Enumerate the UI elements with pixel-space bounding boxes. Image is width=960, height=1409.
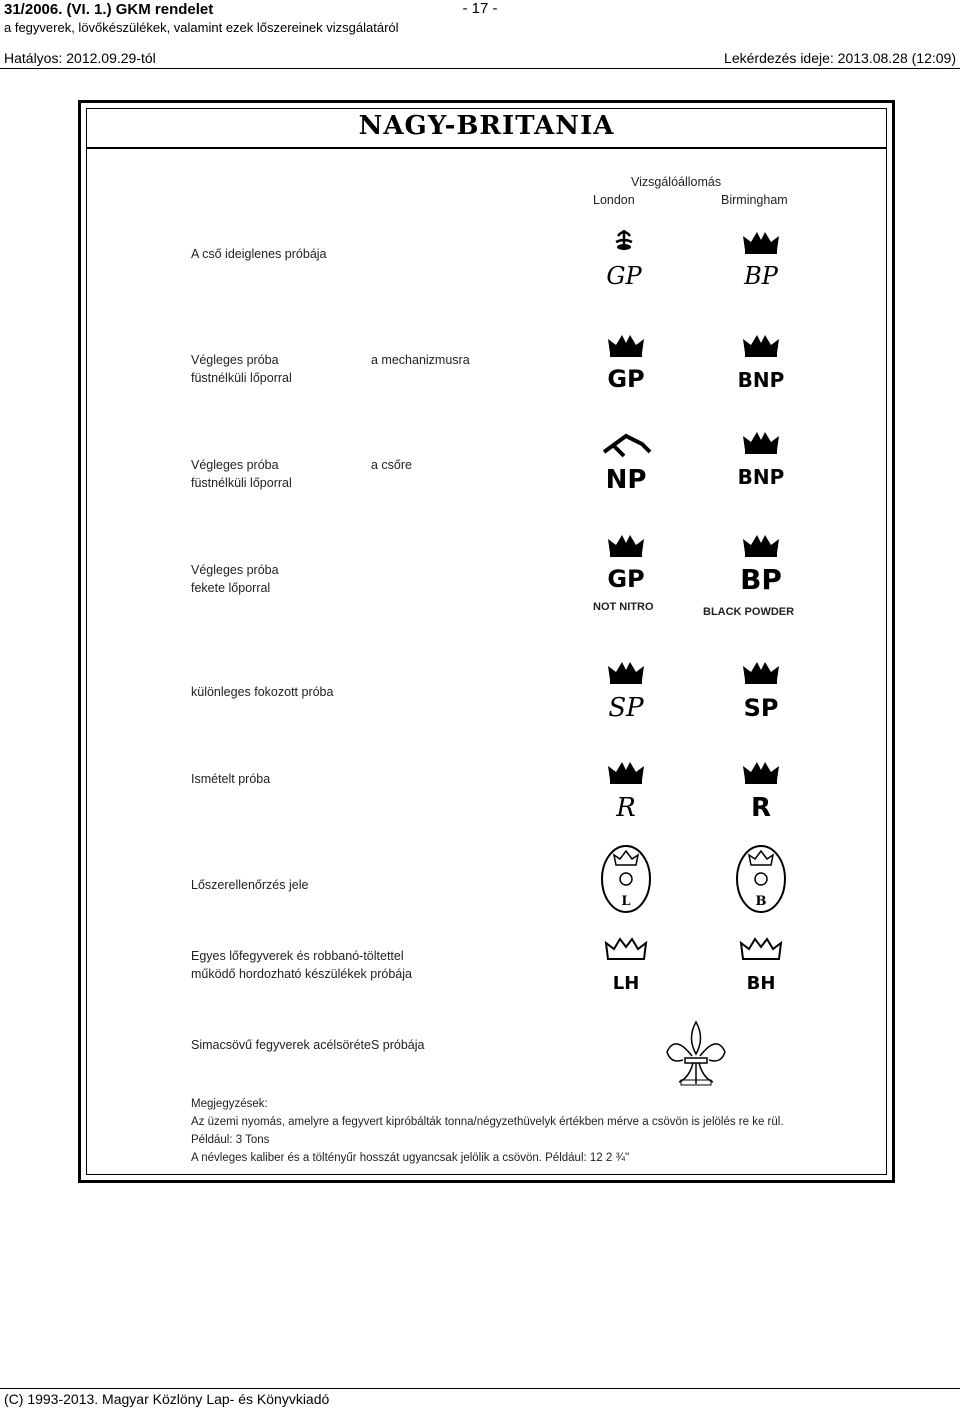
valid-from: Hatályos: 2012.09.29-tól [4,50,156,66]
title-divider [86,147,887,149]
mark-repeated-birmingham [731,758,791,820]
mark-text: L [621,894,631,909]
row-label-final-smokeless-mech-2: füstnélküli lőporral [191,371,292,385]
row-label-final-smokeless-barrel-2: füstnélküli lőporral [191,476,292,490]
row-label-steel-shot: Simacsövű fegyverek acélsöréteS próbája [191,1038,425,1052]
mark-text: BNP [737,368,785,392]
notes-line-2: Például: 3 Tons [191,1134,270,1146]
mark-text: BP [744,262,778,290]
query-time: Lekérdezés ideje: 2013.08.28 (12:09) [724,50,956,66]
mark-final-barrel-birmingham [731,428,791,490]
caption-not-nitro: NOT NITRO [593,601,654,613]
row-label-provisional: A cső ideiglenes próbája [191,247,327,261]
mark-ammo-london [596,843,656,915]
mark-final-mech-london [596,331,656,393]
mark-repeated-london [596,758,656,820]
station-header: Vizsgálóállomás [631,175,722,189]
station-london: London [593,193,635,207]
page-number: - 17 - [462,0,498,17]
footer-divider [0,1388,960,1389]
notes-line-3: A névleges kaliber és a töltényűr hosszát ugyancsak jelölik a csövön. Például: 12 2 ¾" [191,1152,630,1164]
mark-final-mech-birmingham [731,331,791,393]
mark-text: BP [740,563,782,593]
mark-text: R [750,793,772,820]
table-title: NAGY-BRITANIA [358,111,615,141]
row-label-barrel: a csőre [371,458,412,472]
notes [191,1095,784,1167]
mark-text: B [755,894,767,909]
header-divider [0,68,960,69]
mark-final-black-birmingham [731,531,791,593]
mark-portable-london [596,933,656,995]
mark-ammo-birmingham [731,843,791,915]
proof-marks-table [78,100,895,1183]
mark-text: R [616,793,636,820]
document-subtitle: a fegyverek, lövőkészülékek, valamint ezek lőszereinek vizsgálatáról [4,20,399,35]
row-label-portable-1: Egyes lőfegyverek és robbanó-töltettel [191,949,404,963]
footer-copyright: (C) 1993-2013. Magyar Közlöny Lap- és Könyvkiadó [4,1391,330,1407]
caption-black-powder: BLACK POWDER [703,606,795,618]
mark-text: GP [607,565,645,593]
row-label-special: különleges fokozott próba [191,685,334,699]
mark-text: GP [607,365,645,393]
row-label-final-smokeless-barrel-1: Végleges próba [191,458,279,472]
mark-provisional-birmingham [731,228,791,290]
mark-text: SP [608,693,644,720]
row-label-final-black-1: Végleges próba [191,563,279,577]
mark-text: SP [743,694,779,720]
mark-text: LH [612,973,640,994]
row-label-ammo: Lőszerellenőrzés jele [191,878,309,892]
notes-line-1: Az üzemi nyomás, amelyre a fegyvert kipróbálták tonna/négyzethüvelyk értékben mérve a csövön is jelölés re ke rül. [191,1116,784,1128]
mark-provisional-london [596,228,656,290]
station-birmingham: Birmingham [721,193,788,207]
mark-final-black-london [596,531,656,593]
mark-text: NP [605,465,647,490]
mark-text: BNP [737,465,785,489]
mark-portable-birmingham [731,933,791,995]
mark-special-birmingham [731,658,791,720]
row-label-final-smokeless-mech-1: Végleges próba [191,353,279,367]
row-label-final-black-2: fekete lőporral [191,581,271,595]
mark-text: GP [606,262,642,290]
document-title: 31/2006. (VI. 1.) GKM rendelet [4,1,214,18]
fleur-de-lis-icon [661,1018,731,1090]
row-label-repeated: Ismételt próba [191,772,271,786]
row-label-mechanism: a mechanizmusra [371,353,470,367]
mark-special-london [596,658,656,720]
row-label-portable-2: működő hordozható készülékek próbája [191,967,412,981]
notes-heading: Megjegyzések: [191,1098,268,1110]
mark-text: BH [746,973,776,994]
mark-final-barrel-london [596,428,656,490]
